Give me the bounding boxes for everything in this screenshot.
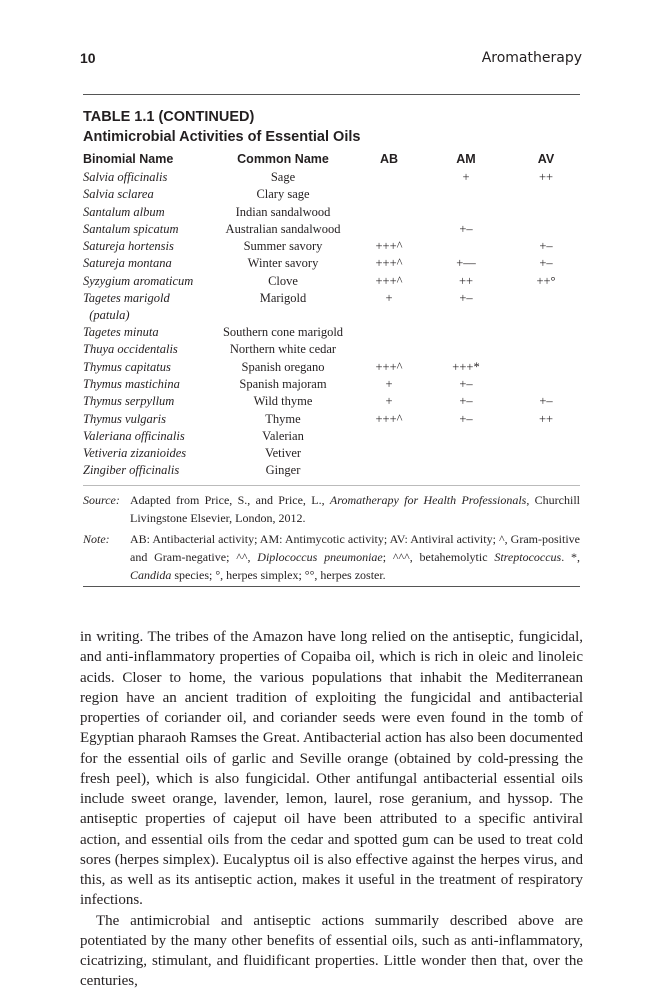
table-row [83, 290, 580, 324]
column-header-binomial: Binomial Name [83, 152, 174, 166]
ab-cell: + [385, 291, 393, 306]
table-notes [83, 491, 580, 587]
common-name-cell: Marigold [259, 291, 307, 306]
binomial-name-cell: Zingiber officinalis [83, 463, 180, 478]
top-rule [83, 94, 580, 95]
ab-cell: + [385, 376, 393, 391]
table-header-row [83, 151, 580, 169]
common-name-cell: Wild thyme [253, 394, 313, 409]
table-bottom-rule [83, 485, 580, 486]
am-cell: +– [459, 376, 473, 391]
binomial-name-cell: Syzygium aromaticum [83, 273, 194, 288]
binomial-name-cell: Salvia officinalis [83, 170, 168, 184]
table-row [83, 221, 580, 238]
table-row [83, 273, 580, 290]
column-header-av: AV [537, 152, 555, 166]
common-name-cell: Spanish majoram [239, 376, 327, 391]
common-name-cell: Ginger [265, 463, 301, 478]
note-text: AB: Antibacterial activity; AM: Antimycotic activity; AV: Antiviral activity; ^, Gram-positive and Gram-negative; ^^, Diplococcus pneumoniae; ^^^, betahemolytic Streptococcus. *, Candida species; °, herpes simplex; °°, herpes zoster. [130, 532, 581, 582]
am-cell: +–– [456, 256, 476, 271]
common-name-cell: Summer savory [243, 239, 323, 254]
binomial-name-cell: Satureja hortensis [83, 239, 174, 254]
table-row [83, 462, 580, 479]
common-name-cell: Clove [268, 273, 298, 288]
am-cell: ++ [458, 273, 474, 288]
common-name-cell: Southern cone marigold [222, 325, 344, 340]
am-cell: + [462, 170, 470, 184]
ab-cell: + [385, 394, 393, 409]
av-cell: ++° [536, 273, 556, 288]
table-body [83, 169, 580, 480]
binomial-name-cell: Santalum spicatum [83, 221, 179, 236]
table-title-block [83, 107, 360, 147]
av-cell: +– [539, 239, 553, 254]
common-name-cell: Sage [270, 170, 296, 184]
note-label: Note: [83, 532, 110, 546]
common-name-cell: Clary sage [256, 187, 310, 202]
table-row [83, 204, 580, 221]
common-name-cell: Australian sandalwood [225, 221, 341, 236]
am-cell: +– [459, 291, 473, 306]
body-text [80, 627, 583, 992]
binomial-name-cell: Vetiveria zizanioides [83, 446, 187, 461]
page-header [80, 50, 582, 70]
ab-cell: +++^ [375, 256, 403, 271]
av-cell: ++ [538, 170, 554, 184]
table-row [83, 411, 580, 428]
binomial-name-cell: Santalum album [83, 204, 165, 219]
ab-cell: +++^ [375, 411, 403, 426]
common-name-cell: Valerian [262, 428, 304, 443]
binomial-name-cell: Tagetes minuta [83, 325, 159, 340]
table-row [83, 359, 580, 376]
source-label: Source: [83, 493, 120, 507]
source-note [83, 491, 580, 527]
av-cell: +– [539, 394, 553, 409]
common-name-cell: Northern white cedar [229, 342, 337, 357]
antimicrobial-table [83, 151, 580, 480]
column-header-ab: AB [379, 152, 399, 166]
source-text: Adapted from Price, S., and Price, L., Aromatherapy for Health Professionals, Churchill Livingstone Elsevier, London, 2012. [130, 493, 580, 525]
table-row [83, 445, 580, 462]
ab-cell: +++^ [375, 239, 403, 254]
am-cell: +++* [452, 359, 480, 374]
common-name-cell: Vetiver [264, 446, 302, 461]
page-number: 10 [80, 50, 96, 66]
av-cell: +– [539, 256, 553, 271]
body-paragraph: in writing. The tribes of the Amazon have long relied on the antiseptic, fungicidal, and anti-inflammatory properties of Copaiba oil, which is rich in oleic and linoleic acids. Closer to home, the various populations that inhabit the Mediterranean region have an ancient tradition of exploiting the fungicidal and antibacterial properties of coriander oil, and coriander seeds were even found in the tomb of Egyptian pharaoh Ramses the Great. Antibacterial action has also been documented for the essential oils of garlic and Seville orange (obtained by cold-pressing the fresh peel), which is also fungicidal. Other antifungal antibacterial essential oils include sweet orange, lavender, lemon, laurel, rose geranium, and hyssop. The antiseptic properties of cajeput oil have been attributed to a specific antiviral action, and essential oils from the cedar and spotted gum can be used to treat cold sores (herpes simplex). Eucalyptus oil is also effective against the herpes virus, and this, as well as its antiseptic action, makes it useful in the treatment of respiratory infections. [80, 629, 583, 909]
am-cell: +– [459, 221, 473, 236]
table-row [83, 186, 580, 203]
binomial-name-cell: Thuya occidentalis [83, 342, 178, 357]
binomial-name-cell: Valeriana officinalis [83, 428, 185, 443]
table-caption: Antimicrobial Activities of Essential Oils [83, 129, 361, 145]
binomial-name-cell: Satureja montana [83, 256, 172, 271]
table-row [83, 393, 580, 410]
binomial-name-cell: Thymus capitatus [83, 359, 171, 374]
table-row [83, 376, 580, 393]
common-name-cell: Winter savory [247, 256, 319, 271]
ab-cell: +++^ [375, 359, 403, 374]
table-row [83, 255, 580, 272]
am-cell: +– [459, 394, 473, 409]
running-head: Aromatherapy [481, 50, 582, 66]
av-cell: ++ [538, 411, 554, 426]
column-header-common: Common Name [237, 152, 329, 166]
legend-note [83, 530, 580, 584]
table-row [83, 324, 580, 341]
binomial-name-cell: Thymus serpyllum [83, 394, 175, 409]
table-label: TABLE 1.1 (CONTINUED) [83, 109, 255, 125]
common-name-cell: Spanish oregano [241, 359, 325, 374]
am-cell: +– [459, 411, 473, 426]
binomial-name-cell: Salvia sclarea [83, 187, 154, 202]
common-name-cell: Thyme [265, 411, 301, 426]
body-paragraph: The antimicrobial and antiseptic actions summarily described above are potentiated by the many other benefits of essential oils, such as anti-inflammatory, cicatrizing, stimulant, and fluidificant properties. Little wonder then that, over the centuries, [80, 912, 583, 990]
table-row [83, 238, 580, 255]
binomial-name-cell: Thymus vulgaris [83, 411, 166, 426]
column-header-am: AM [456, 152, 476, 166]
table-row [83, 169, 580, 186]
binomial-name-cell: Tagetes marigold (patula) [83, 291, 170, 323]
common-name-cell: Indian sandalwood [235, 204, 331, 219]
binomial-name-cell: Thymus mastichina [83, 376, 180, 391]
ab-cell: +++^ [375, 273, 403, 288]
notes-bottom-rule [83, 586, 580, 587]
table-row [83, 341, 580, 358]
table-row [83, 428, 580, 445]
